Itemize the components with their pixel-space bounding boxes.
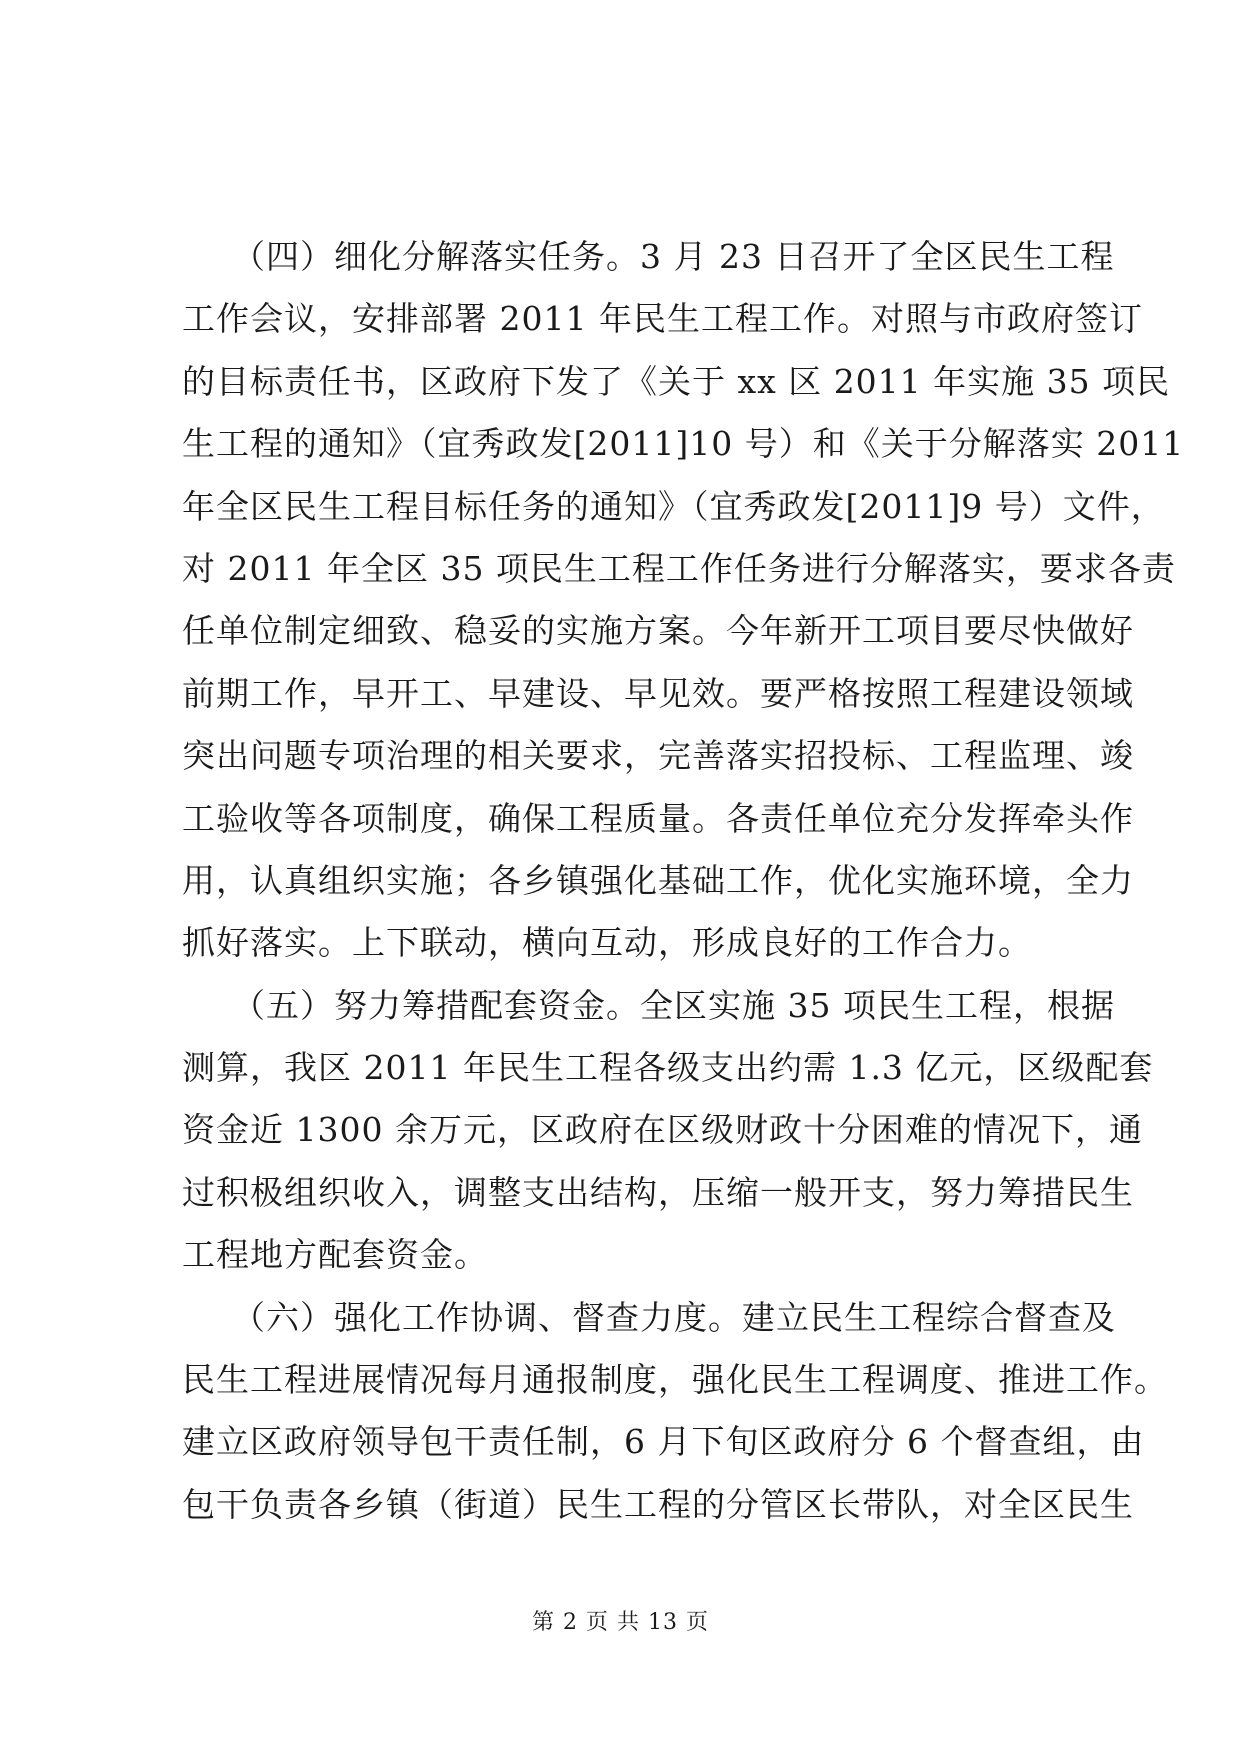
text-line: 过积极组织收入，调整支出结构，压缩一般开支，努力筹措民生: [182, 1172, 1134, 1212]
text-line: 生工程的通知》（宜秀政发[2011]10 号）和《关于分解落实 2011: [182, 424, 1185, 464]
text-line: 测算，我区 2011 年民生工程各级支出约需 1.3 亿元，区级配套: [182, 1048, 1154, 1088]
body-text: [182, 226, 1185, 1536]
text-line: 的目标责任书，区政府下发了《关于 xx 区 2011 年实施 35 项民: [182, 361, 1171, 401]
text-line: 工验收等各项制度，确保工程质量。各责任单位充分发挥牵头作: [182, 798, 1134, 838]
text-line: 年全区民生工程目标任务的通知》（宜秀政发[2011]9 号）文件，: [182, 486, 1165, 526]
text-line: 任单位制定细致、稳妥的实施方案。今年新开工项目要尽快做好: [182, 611, 1134, 651]
text-line-para5-start: （五）努力筹措配套资金。全区实施 35 项民生工程，根据: [232, 985, 1115, 1025]
text-line: 对 2011 年全区 35 项民生工程工作任务进行分解落实，要求各责: [182, 548, 1176, 588]
text-line: 资金近 1300 余万元，区政府在区级财政十分困难的情况下，通: [182, 1110, 1143, 1150]
text-line: 包干负责各乡镇（街道）民生工程的分管区长带队，对全区民生: [182, 1484, 1134, 1524]
text-line-para4-start: （四）细化分解落实任务。3 月 23 日召开了全区民生工程: [232, 237, 1115, 276]
text-line: 工程地方配套资金。: [182, 1235, 488, 1275]
text-line: 民生工程进展情况每月通报制度，强化民生工程调度、推进工作。: [182, 1360, 1168, 1400]
text-line: 抓好落实。上下联动，横向互动，形成良好的工作合力。: [182, 923, 1032, 963]
text-line: 前期工作，早开工、早建设、早见效。要严格按照工程建设领域: [182, 673, 1134, 713]
page-number-footer: 第 2 页 共 13 页: [532, 1610, 709, 1635]
text-line: 突出问题专项治理的相关要求，完善落实招投标、工程监理、竣: [182, 736, 1134, 776]
text-line-para6-start: （六）强化工作协调、督查力度。建立民生工程综合督查及: [232, 1297, 1116, 1337]
text-line: 用，认真组织实施；各乡镇强化基础工作，优化实施环境，全力: [182, 860, 1134, 900]
text-line: 建立区政府领导包干责任制，6 月下旬区政府分 6 个督查组，由: [182, 1422, 1145, 1462]
text-line: 工作会议，安排部署 2011 年民生工程工作。对照与市政府签订: [182, 299, 1143, 339]
